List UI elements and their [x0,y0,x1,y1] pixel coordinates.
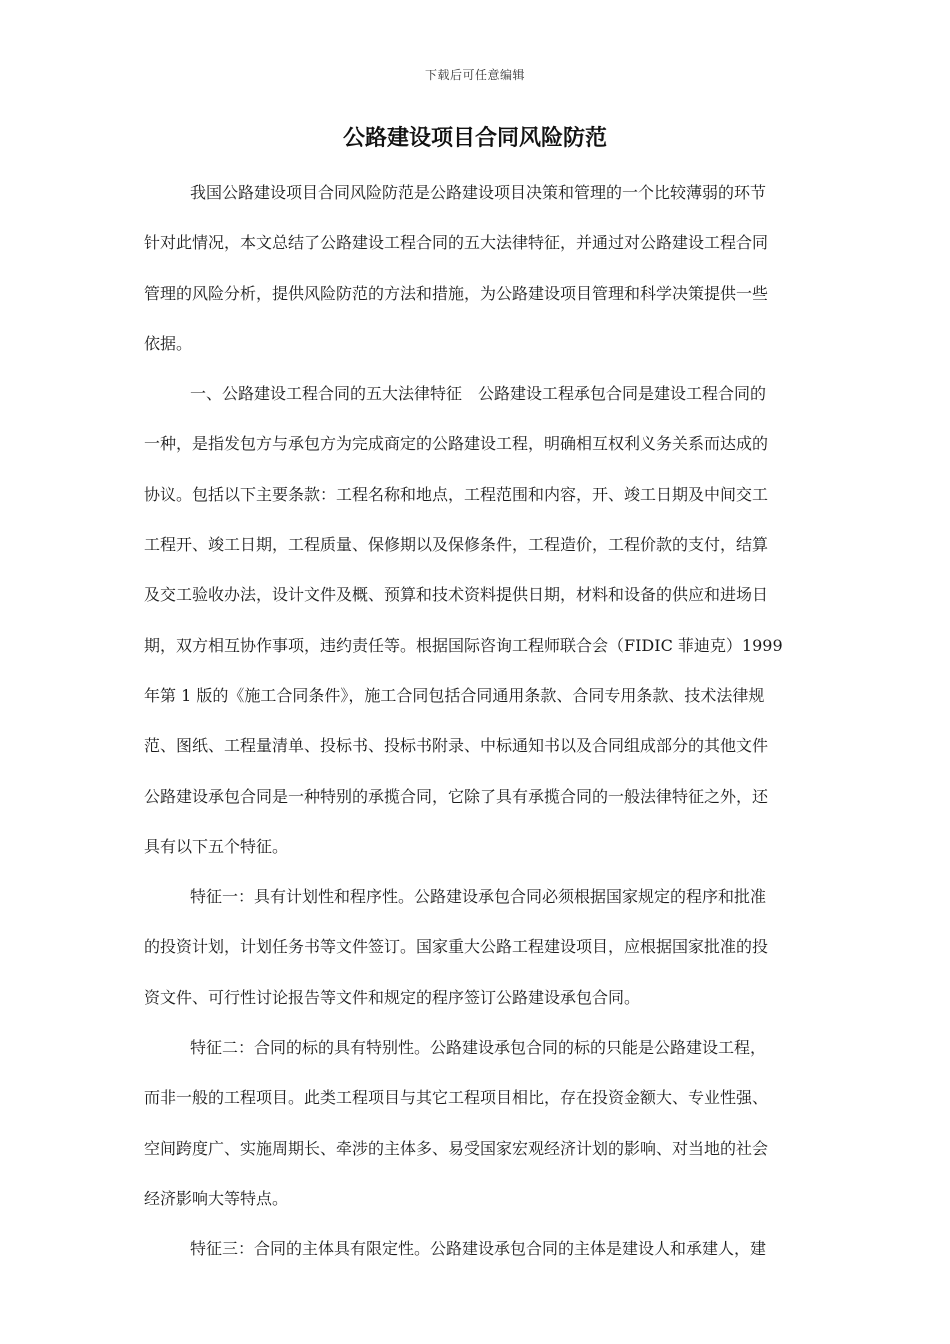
paragraph-line: 一种，是指发包方与承包方为完成商定的公路建设工程，明确相互权利义务关系而达成的 [144,434,769,454]
document-title: 公路建设项目合同风险防范 [342,125,607,151]
paragraph-line: 及交工验收办法，设计文件及概、预算和技术资料提供日期，材料和设备的供应和进场日 [144,585,769,605]
document-body [144,168,808,1275]
paragraph-line: 期，双方相互协作事项，违约责任等。根据国际咨询工程师联合会（FIDIC 菲迪克）1999 [144,635,783,655]
paragraph-line: 特征二：合同的标的具有特别性。公路建设承包合同的标的只能是公路建设工程， [190,1038,767,1058]
paragraph-line: 协议。包括以下主要条款：工程名称和地点，工程范围和内容，开、竣工日期及中间交工 [144,484,769,504]
paragraph-line: 一、公路建设工程合同的五大法律特征 公路建设工程承包合同是建设工程合同的 [190,384,767,404]
paragraph-line: 范、图纸、工程量清单、投标书、投标书附录、中标通知书以及合同组成部分的其他文件 [144,736,769,756]
paragraph-line: 空间跨度广、实施周期长、牵涉的主体多、易受国家宏观经济计划的影响、对当地的社会 [144,1138,769,1158]
paragraph-line: 依据。 [144,333,193,353]
paragraph-line: 而非一般的工程项目。此类工程项目与其它工程项目相比，存在投资金额大、专业性强、 [144,1088,769,1108]
paragraph-line: 的投资计划，计划任务书等文件签订。国家重大公路工程建设项目，应根据国家批准的投 [144,937,769,957]
paragraph-line: 针对此情况，本文总结了公路建设工程合同的五大法律特征，并通过对公路建设工程合同 [144,233,769,253]
paragraph-line: 我国公路建设项目合同风险防范是公路建设项目决策和管理的一个比较薄弱的环节 [190,183,767,202]
paragraph-line: 资文件、可行性讨论报告等文件和规定的程序签订公路建设承包合同。 [144,987,641,1007]
header-note: 下载后可任意编辑 [424,68,525,82]
paragraph-line: 管理的风险分析，提供风险防范的方法和措施，为公路建设项目管理和科学决策提供一些 [144,283,769,303]
paragraph-line: 特征一：具有计划性和程序性。公路建设承包合同必须根据国家规定的程序和批准 [190,887,767,907]
paragraph-line: 特征三：合同的主体具有限定性。公路建设承包合同的主体是建设人和承建人，建 [190,1239,767,1259]
paragraph-line: 公路建设承包合同是一种特别的承揽合同，它除了具有承揽合同的一般法律特征之外，还 [144,786,769,806]
paragraph-line: 年第 1 版的《施工合同条件》，施工合同包括合同通用条款、合同专用条款、技术法律规 [144,685,765,705]
paragraph-line: 工程开、竣工日期，工程质量、保修期以及保修条件，工程造价，工程价款的支付，结算 [144,535,769,555]
paragraph-line: 经济影响大等特点。 [144,1188,289,1208]
paragraph-line: 具有以下五个特征。 [144,836,289,856]
